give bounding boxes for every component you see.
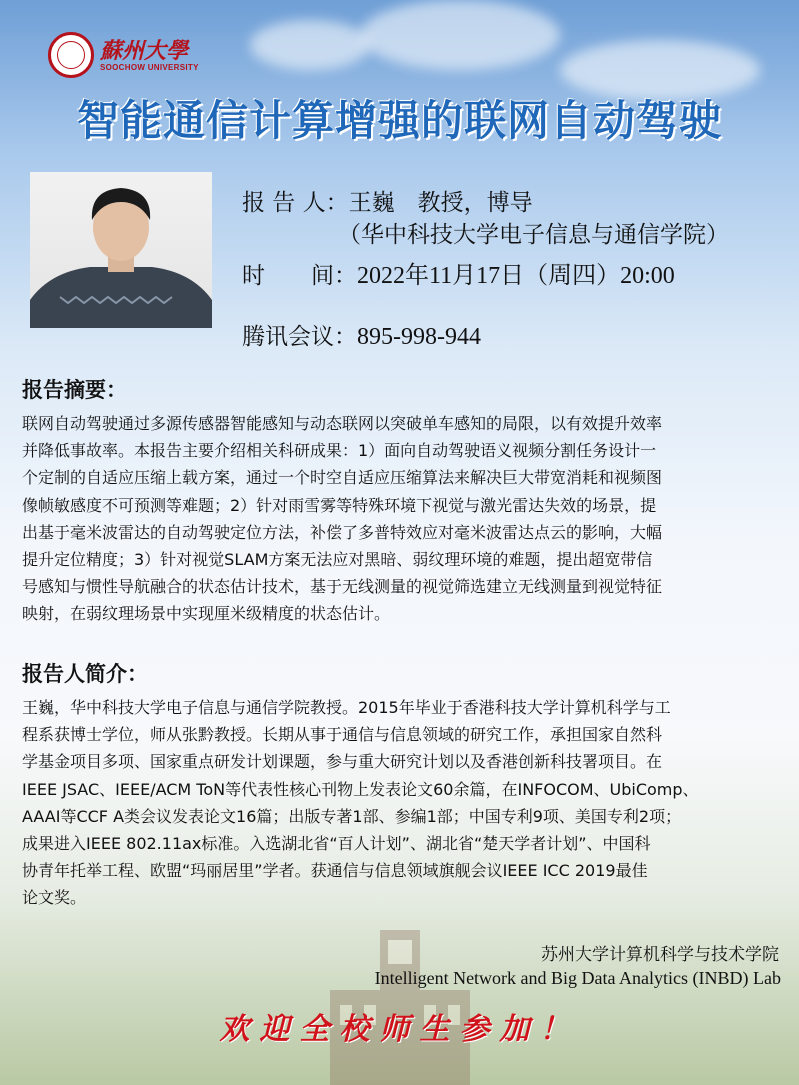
welcome-slogan: 欢迎全校师生参加！ bbox=[219, 1012, 580, 1047]
bio-line: 成果进入IEEE 802.11ax标准。入选湖北省“百人计划”、湖北省“楚天学者计划”、中国科 bbox=[22, 834, 651, 854]
cloud bbox=[250, 20, 370, 70]
organizer-name: 苏州大学计算机科学与技术学院 bbox=[541, 945, 779, 965]
abstract-line: 出基于毫米波雷达的自动驾驶定位方法，补偿了多普特效应对毫米波雷达点云的影响，大幅 bbox=[22, 522, 663, 542]
speaker-line bbox=[242, 184, 533, 217]
speaker-label: 报 告 人： bbox=[242, 190, 349, 216]
abstract-line: 并降低事故率。本报告主要介绍相关科研成果：1）面向自动驾驶语义视频分割任务设计一 bbox=[22, 441, 657, 461]
speaker-affiliation: （华中科技大学电子信息与通信学院） bbox=[338, 222, 729, 248]
time-label: 时 间： bbox=[242, 263, 357, 289]
lab-name: Intelligent Network and Big Data Analytics (INBD) Lab bbox=[374, 968, 781, 988]
abstract-line: 联网自动驾驶通过多源传感器智能感知与动态联网以突破单车感知的局限，以有效提升效率 bbox=[22, 414, 663, 433]
bio-line: 协青年托举工程、欧盟“玛丽居里”学者。获通信与信息领域旗舰会议IEEE ICC 2019最佳 bbox=[22, 861, 648, 881]
bio-line: IEEE JSAC、IEEE/ACM ToN等代表性核心刊物上发表论文60余篇，在INFOCOM、UbiComp、 bbox=[22, 779, 699, 799]
meeting-line bbox=[242, 318, 481, 351]
logo-english-name: SOOCHOW UNIVERSITY bbox=[100, 62, 199, 72]
poster-title: 智能通信计算增强的联网自动驾驶 bbox=[76, 96, 722, 145]
abstract-line: 号感知与惯性导航融合的状态估计技术，基于无线测量的视觉筛选建立无线测量到视觉特征 bbox=[22, 577, 663, 597]
university-logo bbox=[48, 32, 199, 78]
logo-chinese-name: 蘇州大學 bbox=[100, 37, 189, 64]
meeting-id: 895-998-944 bbox=[357, 324, 481, 350]
abstract-line: 像帧敏感度不可预测等难题；2）针对雨雪雾等特殊环境下视觉与激光雷达失效的场景，提 bbox=[22, 495, 657, 515]
meeting-label: 腾讯会议： bbox=[242, 324, 357, 350]
bio-line: 王巍，华中科技大学电子信息与通信学院教授。2015年毕业于香港科技大学计算机科学与工 bbox=[22, 698, 671, 717]
time-value: 2022年11月17日（周四）20:00 bbox=[357, 263, 675, 289]
bio-line: AAAI等CCF A类会议发表论文16篇；出版专著1部、参编1部；中国专利9项、美国专利2项； bbox=[22, 806, 682, 826]
cloud bbox=[360, 0, 560, 70]
university-seal-icon bbox=[48, 32, 94, 78]
speaker-name: 王巍 教授，博导 bbox=[348, 190, 533, 216]
bio-heading: 报告人简介： bbox=[22, 662, 148, 686]
abstract-line: 提升定位精度；3）针对视觉SLAM方案无法应对黑暗、弱纹理环境的难题，提出超宽带信 bbox=[22, 550, 653, 570]
abstract-heading: 报告摘要： bbox=[22, 378, 127, 402]
bio-line: 论文奖。 bbox=[22, 888, 87, 908]
bio-line: 学基金项目多项、国家重点研发计划课题，参与重大研究计划以及香港创新科技署项目。在 bbox=[22, 752, 663, 772]
abstract-line: 个定制的自适应压缩上载方案，通过一个时空自适应压缩算法来解决巨大带宽消耗和视频图 bbox=[22, 468, 663, 488]
bio-text bbox=[22, 694, 782, 912]
speaker-photo bbox=[30, 172, 212, 328]
bio-line: 程系获博士学位，师从张黔教授。长期从事于通信与信息领域的研究工作，承担国家自然科 bbox=[22, 725, 663, 745]
abstract-text bbox=[22, 410, 782, 628]
time-line bbox=[242, 255, 675, 290]
abstract-line: 映射，在弱纹理场景中实现厘米级精度的状态估计。 bbox=[22, 604, 391, 624]
